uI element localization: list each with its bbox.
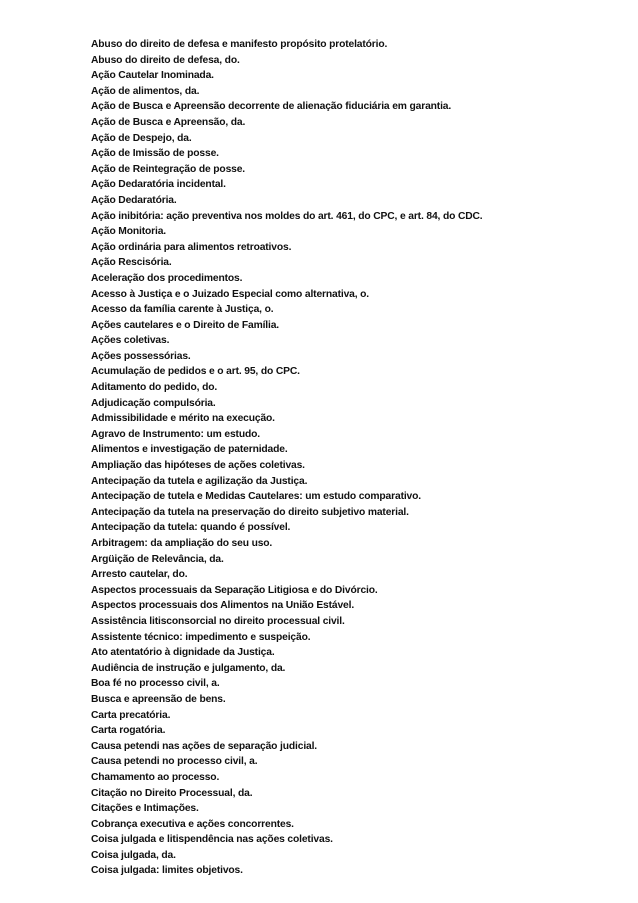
topic-entry: Ação de Busca e Apreensão, da. xyxy=(91,116,246,128)
topic-entry: Abuso do direito de defesa, do. xyxy=(91,54,240,66)
topic-entry: Ação de Busca e Apreensão decorrente de alienação fiduciária em garantia. xyxy=(91,101,452,113)
topic-entry: Alimentos e investigação de paternidade. xyxy=(91,444,288,456)
topic-entry: Agravo de Instrumento: um estudo. xyxy=(91,428,260,440)
topic-entry: Antecipação da tutela e agilização da Justiça. xyxy=(91,475,308,487)
topic-entry: Abuso do direito de defesa e manifesto propósito protelatório. xyxy=(91,39,388,50)
topic-entry: Coisa julgada, da. xyxy=(91,849,176,861)
topic-entry: Carta rogatória. xyxy=(91,725,166,737)
topic-entry: Ação Cautelar Inominada. xyxy=(91,70,214,82)
topic-entry: Antecipação de tutela e Medidas Cautelares: um estudo comparativo. xyxy=(91,491,421,503)
topic-entry: Cobrança executiva e ações concorrentes. xyxy=(91,818,294,830)
topic-entry: Busca e apreensão de bens. xyxy=(91,693,226,705)
topic-entry: Assistente técnico: impedimento e suspeição. xyxy=(91,631,311,643)
topic-entry: Argüição de Relevância, da. xyxy=(91,553,224,565)
topic-entry: Ação Dedaratória incidental. xyxy=(91,179,226,191)
topic-entry: Coisa julgada: limites objetivos. xyxy=(91,865,243,877)
topic-entry: Acesso da família carente à Justiça, o. xyxy=(91,304,274,316)
topic-entry: Ação Monitoria. xyxy=(91,226,166,238)
topic-entry: Aceleração dos procedimentos. xyxy=(91,272,243,284)
topic-entry: Acesso à Justiça e o Juizado Especial como alternativa, o. xyxy=(91,288,370,300)
topic-entry: Arresto cautelar, do. xyxy=(91,569,188,581)
topic-entry: Citação no Direito Processual, da. xyxy=(91,787,253,799)
topic-entry: Aditamento do pedido, do. xyxy=(91,382,218,394)
topic-entry: Admissibilidade e mérito na execução. xyxy=(91,413,275,425)
topic-entry: Ações coletivas. xyxy=(91,335,170,347)
topic-entry: Causa petendi nas ações de separação judicial. xyxy=(91,740,318,752)
topic-entry: Aspectos processuais da Separação Litigiosa e do Divórcio. xyxy=(91,584,378,596)
topic-entry: Ação ordinária para alimentos retroativos. xyxy=(91,241,292,253)
topic-entry: Ação de Reintegração de posse. xyxy=(91,163,246,175)
topic-entry: Ações possessórias. xyxy=(91,350,191,362)
topic-entry: Ação de Imissão de posse. xyxy=(91,148,219,160)
topic-entry: Chamamento ao processo. xyxy=(91,771,220,783)
topic-entry: Ato atentatório à dignidade da Justiça. xyxy=(91,647,275,659)
topic-entry: Ações cautelares e o Direito de Família. xyxy=(91,319,280,331)
topic-entry: Causa petendi no processo civil, a. xyxy=(91,756,258,768)
topic-entry: Carta precatória. xyxy=(91,709,171,721)
topic-entry: Arbitragem: da ampliação do seu uso. xyxy=(91,538,273,549)
topic-entry: Antecipação da tutela: quando é possível. xyxy=(91,522,291,534)
topic-entry: Boa fé no processo civil, a. xyxy=(91,678,220,690)
topic-entry: Acumulação de pedidos e o art. 95, do CPC. xyxy=(91,366,300,378)
topic-entry: Ação Rescisória. xyxy=(91,257,172,269)
topic-entry: Aspectos processuais dos Alimentos na União Estável. xyxy=(91,600,355,612)
topic-entry: Ação de Despejo, da. xyxy=(91,132,192,144)
topic-entry: Antecipação da tutela na preservação do direito subjetivo material. xyxy=(91,506,409,518)
topic-entry: Ação inibitória: ação preventiva nos moldes do art. 461, do CPC, e art. 84, do CDC. xyxy=(91,210,483,222)
topic-entry: Citações e Intimações. xyxy=(91,803,199,815)
topic-entry: Ampliação das hipóteses de ações coletivas. xyxy=(91,460,305,472)
topic-list xyxy=(91,37,483,879)
topic-entry: Audiência de instrução e julgamento, da. xyxy=(91,662,286,674)
topic-entry: Ação Dedaratória. xyxy=(91,194,177,206)
topic-entry: Coisa julgada e litispendência nas ações coletivas. xyxy=(91,834,333,846)
topic-entry: Assistência litisconsorcial no direito processual civil. xyxy=(91,615,345,627)
topic-entry: Ação de alimentos, da. xyxy=(91,85,200,97)
topic-entry: Adjudicação compulsória. xyxy=(91,397,216,409)
